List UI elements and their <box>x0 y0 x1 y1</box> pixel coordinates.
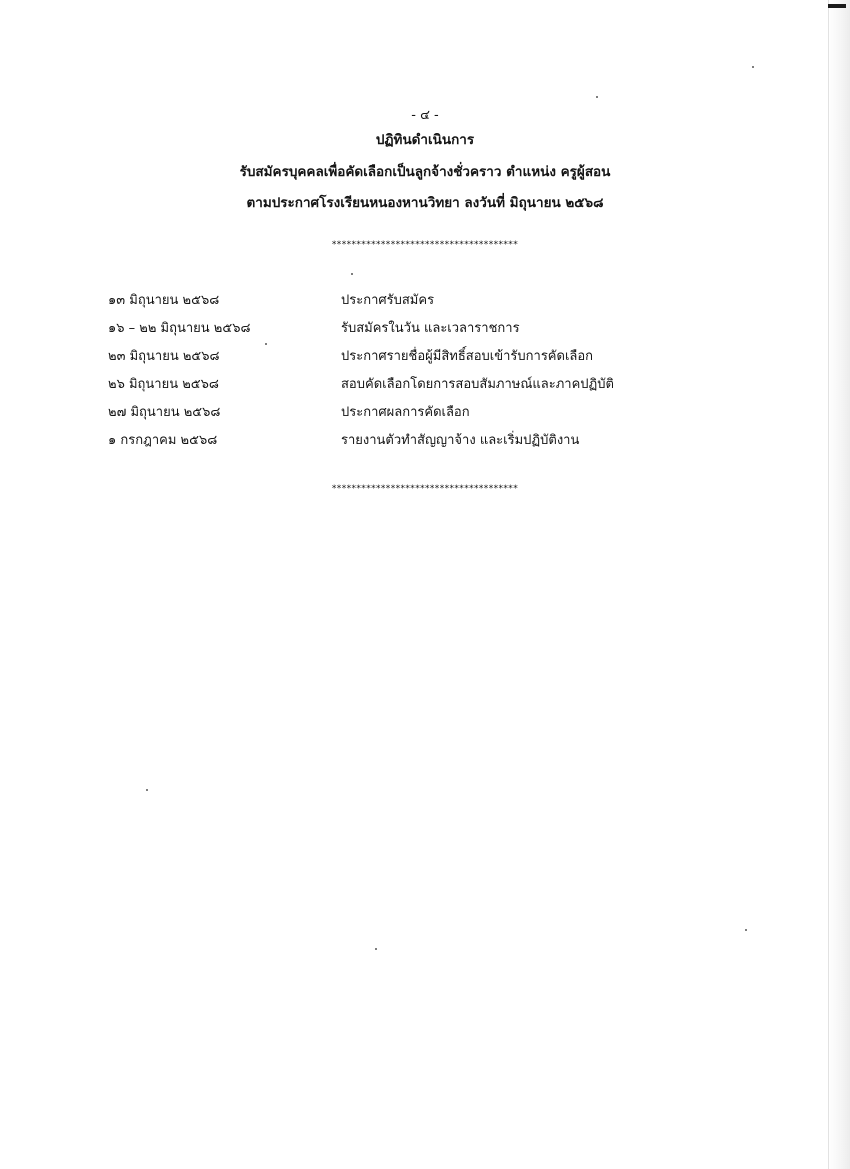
document-subtitle: รับสมัครบุคคลเพื่อคัดเลือกเป็นลูกจ้างชั่วคราว ตำแหน่ง ครูผู้สอน <box>239 164 611 180</box>
schedule-date: ๒๗ มิถุนายน ๒๕๖๘ <box>108 405 221 420</box>
schedule-activity: รายงานตัวทำสัญญาจ้าง และเริ่มปฏิบัติงาน <box>341 433 580 448</box>
scan-speck <box>596 96 598 98</box>
divider-bottom: ************************************** <box>331 484 519 494</box>
scan-mark <box>828 4 846 8</box>
scan-speck <box>351 273 353 275</box>
schedule-activity: ประกาศผลการคัดเลือก <box>341 405 470 420</box>
schedule-row <box>108 345 808 373</box>
schedule-date: ๑๖ – ๒๒ มิถุนายน ๒๕๖๘ <box>108 321 251 336</box>
scan-speck <box>752 66 754 68</box>
schedule-date: ๑๓ มิถุนายน ๒๕๖๘ <box>108 293 220 308</box>
schedule-list <box>108 289 808 457</box>
schedule-activity: รับสมัครในวัน และเวลาราชการ <box>341 321 520 336</box>
schedule-row <box>108 317 808 345</box>
schedule-activity: สอบคัดเลือกโดยการสอบสัมภาษณ์และภาคปฏิบัติ <box>341 377 614 392</box>
schedule-date: ๒๖ มิถุนายน ๒๕๖๘ <box>108 377 219 392</box>
announcement-reference: ตามประกาศโรงเรียนหนองหานวิทยา ลงวันที่ มิถุนายน ๒๕๖๘ <box>246 195 604 211</box>
schedule-row <box>108 401 808 429</box>
schedule-row <box>108 429 808 457</box>
scan-speck <box>375 948 377 950</box>
schedule-activity: ประกาศรับสมัคร <box>341 293 435 308</box>
schedule-row <box>108 289 808 317</box>
schedule-date: ๒๓ มิถุนายน ๒๕๖๘ <box>108 349 220 364</box>
document-title: ปฏิทินดำเนินการ <box>375 132 475 148</box>
schedule-row <box>108 373 808 401</box>
schedule-date: ๑ กรกฎาคม ๒๕๖๘ <box>108 433 218 448</box>
divider-top: ************************************** <box>331 240 519 250</box>
scan-speck <box>745 929 747 931</box>
page-number: - ๔ - <box>411 108 439 123</box>
scan-speck <box>146 789 148 791</box>
schedule-activity: ประกาศรายชื่อผู้มีสิทธิ์สอบเข้ารับการคัดเลือก <box>341 349 594 364</box>
